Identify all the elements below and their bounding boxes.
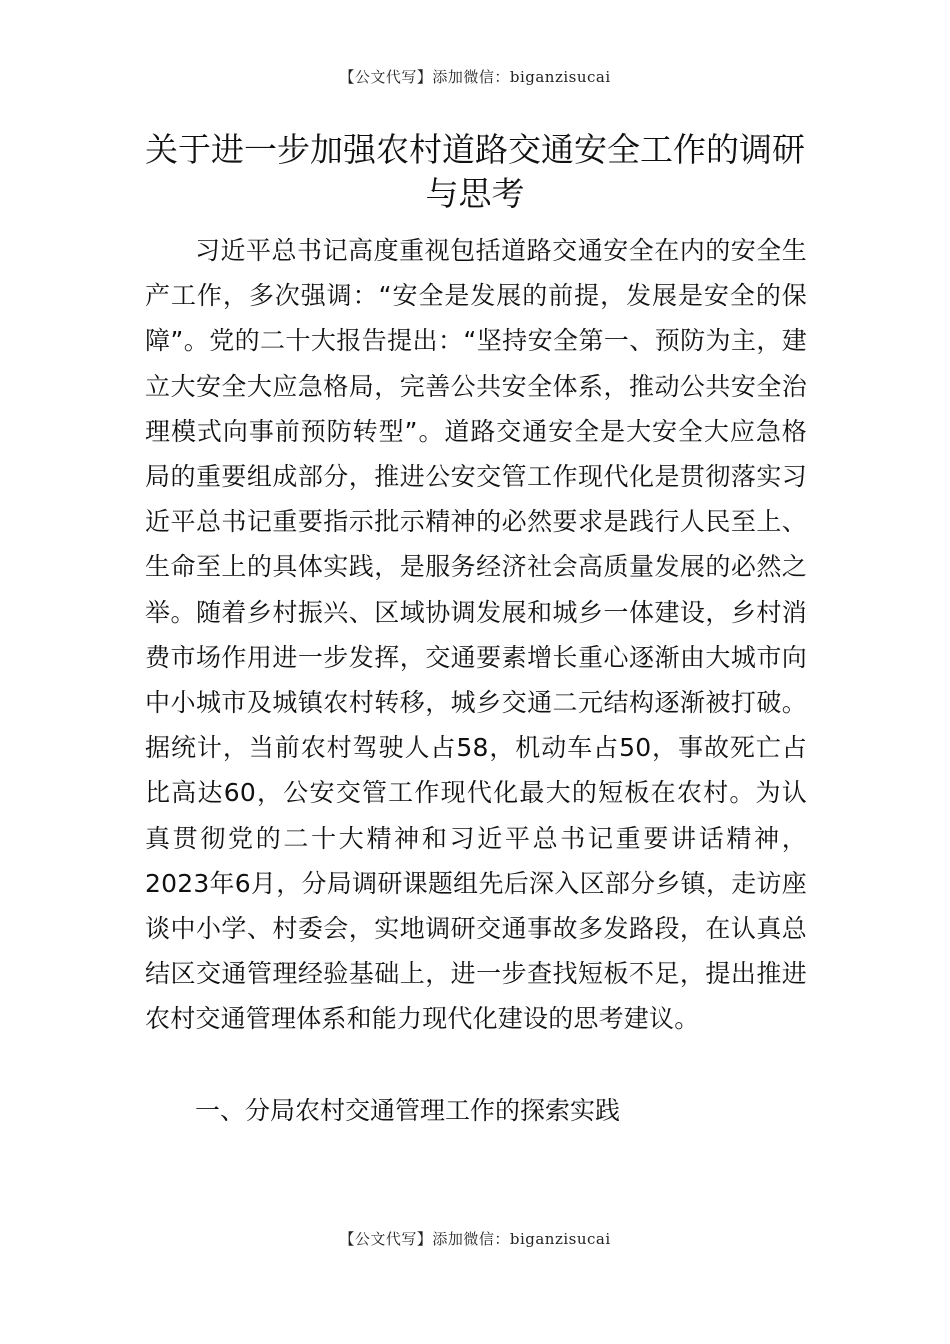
header-watermark: 【公文代写】添加微信：biganzisucai <box>339 68 611 86</box>
footer-watermark: 【公文代写】添加微信：biganzisucai <box>339 1230 611 1248</box>
intro-paragraph: 习近平总书记高度重视包括道路交通安全在内的安全生产工作，多次强调：“安全是发展的前提，发展是安全的保障”。党的二十大报告提出：“坚持安全第一、预防为主，建立大安全大应急格局，完善公共安全体系，推动公共安全治理模式向事前预防转型”。道路交通安全是大安全大应急格局的重要组成部分，推进公安交管工作现代化是贯彻落实习近平总书记重要指示批示精神的必然要求是践行人民至上、生命至上的具体实践，是服务经济社会高质量发展的必然之举。随着乡村振兴、区域协调发展和城乡一体建设，乡村消费市场作用进一步发挥，交通要素增长重心逐渐由大城市向中小城市及城镇农村转移，城乡交通二元结构逐渐被打破。据统计，当前农村驾驶人占58，机动车占50，事故死亡占比高达60，公安交管工作现代化最大的短板在农村。为认真贯彻党的二十大精神和习近平总书记重要讲话精神，2023年6月，分局调研课题组先后深入区部分乡镇，走访座谈中小学、村委会，实地调研交通事故多发路段，在认真总结区交通管理经验基础上，进一步查找短板不足，提出推进农村交通管理体系和能力现代化建设的思考建议。 <box>145 236 807 1034</box>
document-title: 关于进一步加强农村道路交通安全工作的调研与思考 <box>145 130 805 213</box>
section-heading-1: 一、分局农村交通管理工作的探索实践 <box>195 1096 621 1125</box>
